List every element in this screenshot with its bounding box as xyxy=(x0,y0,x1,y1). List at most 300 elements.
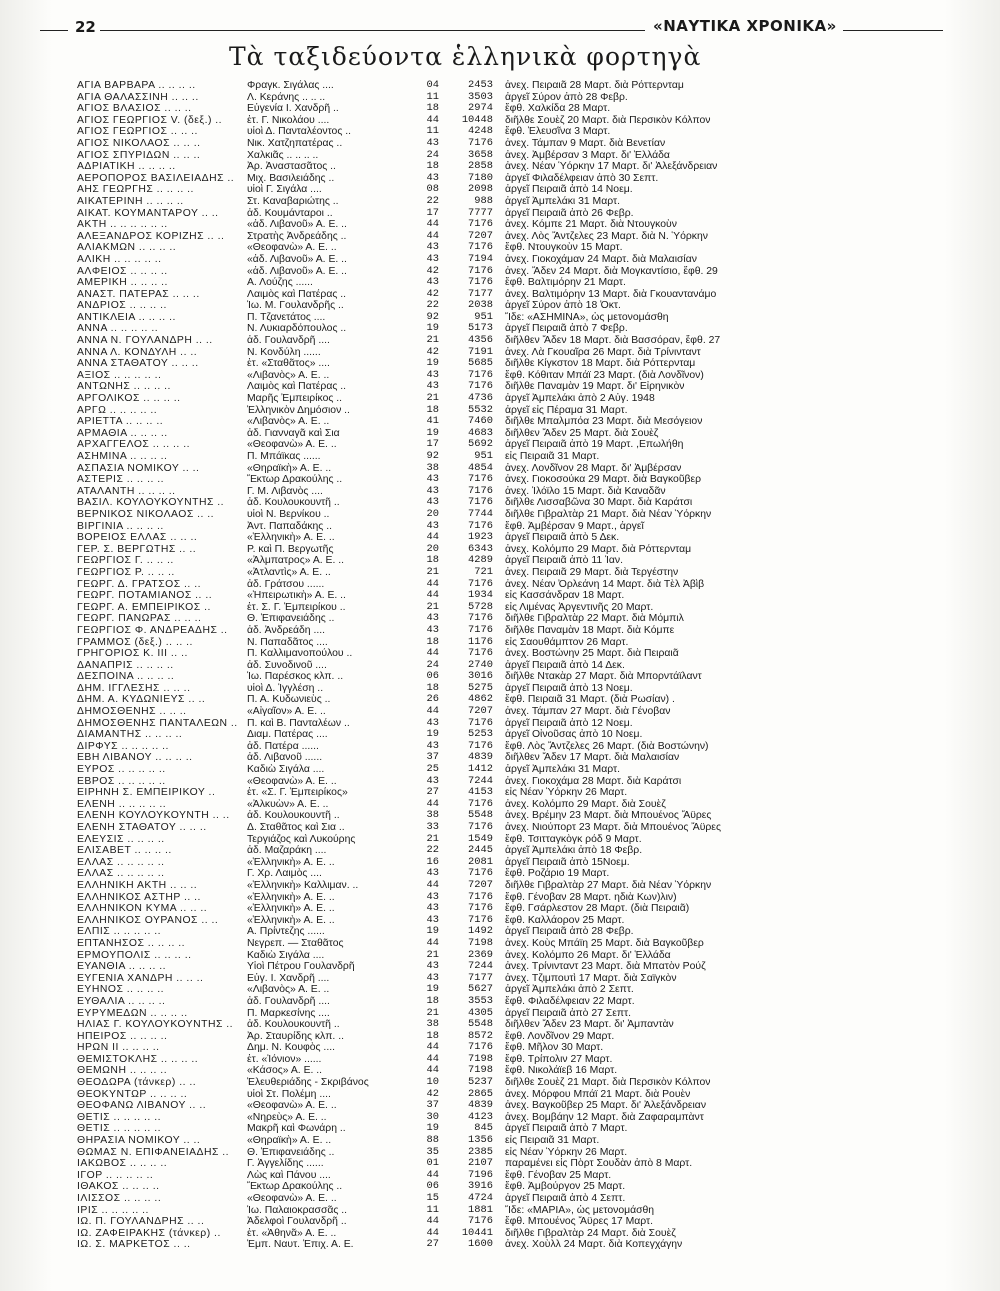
ship-tonnage: 7191 xyxy=(468,346,493,358)
ship-owner: Π. Καλλιμανοπούλου .. xyxy=(247,648,353,660)
ship-code: 43 xyxy=(426,485,439,497)
ship-row xyxy=(77,915,957,927)
ship-tonnage: 5237 xyxy=(468,1077,493,1089)
ship-code: 44 xyxy=(426,1216,439,1228)
ship-row xyxy=(77,984,957,996)
ship-status: ἀργεῖ Πειραιᾶ ἀπὸ 15Νοεμ. xyxy=(505,856,630,868)
ship-owner: ἑτ. «Σ. Γ. Ἐμπειρίκος» xyxy=(247,787,348,799)
ship-code: 18 xyxy=(426,555,439,567)
ship-code: 43 xyxy=(426,961,439,973)
ship-name: ΕΥΓΕΝΙΑ ΧΑΝΔΡΗ .. .. .. xyxy=(77,972,204,984)
ship-owner: Ν. Παπαδᾶτος .... xyxy=(247,636,328,648)
ship-status: εἰς Πειραιᾶ 31 Μαρτ. xyxy=(505,451,600,462)
ship-code: 43 xyxy=(426,474,439,486)
ship-status: ἀνεχ. Πειραιᾶ 28 Μαρτ. διὰ Ρόττερνταμ xyxy=(505,80,684,91)
ship-status: ἀργεῖ Ἀμπελάκι ἀπὸ 2 Αὐγ. 1948 xyxy=(505,393,655,405)
ship-tonnage: 4248 xyxy=(468,126,493,138)
ship-status: Ἴδε: «ΑΣΗΜΙΝΑ», ὡς μετονομάσθη xyxy=(505,311,669,323)
ship-owner: Π. Μαρκεσίνης .... xyxy=(247,1007,330,1019)
ship-code: 44 xyxy=(426,1227,439,1239)
ship-name: ΓΕΩΡΓΙΟΣ Φ. ΑΝΔΡΕΑΔΗΣ .. xyxy=(77,624,228,636)
ship-status: διῆλθε Ντακὰρ 27 Μαρτ. διὰ Μπορντάϊλαντ xyxy=(505,671,702,683)
ship-row xyxy=(77,1054,957,1066)
ship-owner: Μιχ. Βασιλειάδης .. xyxy=(247,172,335,184)
ship-code: 42 xyxy=(426,346,439,358)
ship-owner: ἀδ. Γουλανδρῆ .... xyxy=(247,335,330,347)
ship-owner: Α. Πρίντεζης ...... xyxy=(247,926,325,938)
ship-row xyxy=(77,1019,957,1031)
ship-tonnage: 7177 xyxy=(468,972,493,984)
ship-status: ἀνεχ. Ἀμβέρσαν 3 Μαρτ. δι' Ἑλλάδα xyxy=(505,149,670,161)
ship-status: παραμένει εἰς Πὸρτ Σουδὰν ἀπὸ 8 Μαρτ. xyxy=(505,1158,693,1170)
ship-name: ΑΡΜΑΘΙΑ .. .. .. .. xyxy=(77,427,168,439)
ship-code: 21 xyxy=(426,566,439,578)
ship-code: 24 xyxy=(426,149,439,161)
ship-name: ΙΛΙΣΣΟΣ .. .. .. .. xyxy=(77,1193,162,1204)
ship-status: ἀνεχ. Τάμπαν 9 Μαρτ. διὰ Βενετίαν xyxy=(505,137,666,149)
ship-name: ΙΩ. ΖΑΦΕΙΡΑΚΗΣ (τάνκερ) .. xyxy=(77,1227,221,1239)
ship-row xyxy=(77,416,957,428)
ship-tonnage: 5548 xyxy=(468,1019,493,1031)
ship-row xyxy=(77,80,957,92)
ship-row xyxy=(77,1031,957,1043)
ship-status: εἰς Κασσάνδραν 18 Μαρτ. xyxy=(505,590,625,602)
ship-name: ΑΝΤΩΝΗΣ .. .. .. .. xyxy=(77,381,171,393)
ship-code: 27 xyxy=(426,1239,439,1251)
ship-tonnage: 7176 xyxy=(468,219,493,231)
ship-row xyxy=(77,1216,957,1228)
ship-owner: Γ. Ἀγγελίδης ...... xyxy=(247,1158,324,1170)
ship-tonnage: 7176 xyxy=(468,914,493,926)
ship-code: 43 xyxy=(426,277,439,289)
ship-tonnage: 2385 xyxy=(468,1146,493,1158)
ship-owner: Φραγκ. Σιγάλας .... xyxy=(247,80,334,91)
ship-name: ΘΩΜΑΣ Ν. ΕΠΙΦΑΝΕΙΑΔΗΣ .. xyxy=(77,1146,230,1158)
ship-tonnage: 5532 xyxy=(468,404,493,416)
ship-row xyxy=(77,729,957,741)
ship-row xyxy=(77,1181,957,1193)
ship-code: 43 xyxy=(426,253,439,265)
ship-owner: Ἕκτωρ Δρακούλης .. xyxy=(247,1181,343,1193)
ship-tonnage: 5627 xyxy=(468,984,493,996)
ship-code: 44 xyxy=(426,219,439,231)
ship-status: ἀργεῖ Πειραιᾶ ἀπὸ 13 Νοεμ. xyxy=(505,682,633,694)
ship-status: ἔφθ. Λονδῖνον 29 Μαρτ. xyxy=(505,1030,615,1042)
ship-status: ἔφθ. Ἀμβέρσαν 9 Μαρτ., ἀργεῖ xyxy=(505,520,644,532)
ship-owner: «ἀδ. Λιβανοῦ» Α. Ε. .. xyxy=(247,253,347,265)
ship-code: 43 xyxy=(426,903,439,915)
ship-owner: Ρ. καὶ Π. Βεργωτῆς xyxy=(247,543,334,555)
ship-code: 21 xyxy=(426,335,439,347)
ship-code: 21 xyxy=(426,833,439,845)
ship-owner: Ἐλευθεριάδης - Σκριβάνος xyxy=(247,1077,369,1089)
ship-status: ἀνεχ. Νέαν Ὀρλεάνη 14 Μαρτ. διὰ Τὲλ Ἀβὶβ xyxy=(505,578,705,590)
ship-row xyxy=(77,868,957,880)
ship-owner: ἑτ. «Ἀθηνᾶ» Α. Ε. .. xyxy=(247,1227,337,1239)
ship-name: ΕΙΡΗΝΗ Σ. ΕΜΠΕΙΡΙΚΟΥ .. xyxy=(77,787,216,799)
ship-status: ἀνεχ. Τάμπαν 27 Μαρτ. διὰ Γένοβαν xyxy=(505,706,671,718)
ship-owner: Ἀρ. Σταυρίδης κλπ. .. xyxy=(247,1030,344,1042)
ship-code: 27 xyxy=(426,787,439,799)
ship-name: ΑΡΧΑΓΓΕΛΟΣ .. .. .. .. xyxy=(77,439,190,451)
ship-name: ΕΛΠΙΣ .. .. .. .. .. xyxy=(77,926,161,938)
ship-name: ΘΕΜΙΣΤΟΚΛΗΣ .. .. .. .. xyxy=(77,1053,199,1065)
ship-code: 44 xyxy=(426,578,439,590)
ship-row xyxy=(77,196,957,208)
ship-tonnage: 2453 xyxy=(468,80,493,91)
ship-status: διῆλθε Γιβραλτὰρ 27 Μαρτ. διὰ Νέαν Ὑόρκην xyxy=(505,879,712,891)
ship-row xyxy=(77,810,957,822)
ship-row xyxy=(77,1228,957,1240)
ship-owner: Νικ. Χατζηπατέρας .. xyxy=(247,137,343,149)
ship-owner: «Θεοφανὼ» Α. Ε. .. xyxy=(247,1100,337,1112)
ship-code: 44 xyxy=(426,590,439,602)
ship-name: ΑΓΙΟΣ ΝΙΚΟΛΑΟΣ .. .. .. xyxy=(77,137,201,149)
ship-code: 18 xyxy=(426,404,439,416)
ship-name: ΕΛΛΗΝΙΚΟΣ ΟΥΡΑΝΟΣ .. .. xyxy=(77,914,219,926)
ship-code: 17 xyxy=(426,439,439,451)
ship-tonnage: 1881 xyxy=(468,1204,493,1216)
ship-status: ἀργεῖ Πειραιᾶ ἀπὸ 11 Ἰαν. xyxy=(505,555,624,567)
ship-owner: Διαμ. Πατέρας .... xyxy=(247,729,328,741)
ship-row xyxy=(77,1112,957,1124)
ship-tonnage: 2098 xyxy=(468,184,493,196)
ship-row xyxy=(77,660,957,672)
page-title: Τὰ ταξιδεύοντα ἑλληνικὰ φορτηγὰ xyxy=(229,42,702,71)
ship-owner: Καδιὼ Σιγάλα .... xyxy=(247,764,325,776)
ship-code: 33 xyxy=(426,822,439,833)
ship-status: ἀνεχ. Κολόμπο 29 Μαρτ. διὰ Ρόττερνταμ xyxy=(505,543,692,555)
ship-status: ἔφθ. Καλλάορον 25 Μαρτ. xyxy=(505,914,625,926)
ship-status: ἔφθ. Μπουένος Ἄϋρες 17 Μαρτ. xyxy=(505,1216,653,1228)
ship-status: διῆλθεν Ἄδεν 18 Μαρτ. διὰ Βασσόραν, ἔφθ. 27 xyxy=(505,335,721,347)
ship-tonnage: 4305 xyxy=(468,1007,493,1019)
ship-code: 44 xyxy=(426,879,439,891)
ship-name: ΔΙΑΜΑΝΤΗΣ .. .. .. .. xyxy=(77,729,183,741)
ship-name: ΘΗΡΑΣΙΑ ΝΟΜΙΚΟΥ .. .. xyxy=(77,1135,201,1147)
ship-name: ΒΑΣΙΛ. ΚΟΥΛΟΥΚΟΥΝΤΗΣ .. xyxy=(77,497,225,509)
ship-tonnage: 8572 xyxy=(468,1030,493,1042)
ship-row xyxy=(77,521,957,533)
ship-tonnage: 7176 xyxy=(468,485,493,497)
ship-code: 43 xyxy=(426,369,439,381)
ship-row xyxy=(77,752,957,764)
ship-owner: Π. Μπάϊκας ...... xyxy=(247,451,321,462)
ship-owner: Στρατὴς Ἀνδρεάδης .. xyxy=(247,230,347,242)
ship-name: ΕΛΕΝΗ ΚΟΥΛΟΥΚΟΥΝΤΗ .. .. xyxy=(77,810,230,822)
ship-name: ΑΝΝΑ ΣΤΑΘΑΤΟΥ .. .. .. xyxy=(77,358,199,370)
ship-tonnage: 10448 xyxy=(461,114,493,126)
ship-owner: «Νηρεὺς» Α. Ε. .. xyxy=(247,1111,327,1123)
ship-code: 11 xyxy=(426,1204,439,1216)
ship-owner: ἑτ. Γ. Νικολάου .... xyxy=(247,114,330,126)
ship-name: ΓΕΩΡΓΙΟΣ Γ. .. .. .. xyxy=(77,555,174,567)
ship-row xyxy=(77,405,957,417)
ship-row xyxy=(77,335,957,347)
ship-owner: Ν. Λυκιαρδόπουλος .. xyxy=(247,323,347,335)
ship-code: 42 xyxy=(426,288,439,300)
ship-status: ἀργεῖ Πειραιᾶ ἀπὸ 14 Νοεμ. xyxy=(505,184,633,196)
ship-owner: Λ. Κεράνης .. .. .. xyxy=(247,91,326,103)
ship-code: 43 xyxy=(426,740,439,752)
ship-code: 22 xyxy=(426,300,439,312)
ship-status: εἰς Νέαν Ὑόρκην 26 Μαρτ. xyxy=(505,787,628,799)
ship-status: ἀνεχ. Κολόμπο 26 Μαρτ. δι' Ἑλλάδα xyxy=(505,949,671,961)
ship-tonnage: 5728 xyxy=(468,601,493,613)
ship-status: διῆλθε Σουὲζ 21 Μαρτ. διὰ Περσικὸν Κόλπον xyxy=(505,1077,711,1089)
ship-tonnage: 1412 xyxy=(468,764,493,776)
ship-name: ΑΣΠΑΣΙΑ ΝΟΜΙΚΟΥ .. .. xyxy=(77,462,200,474)
ship-name: ΕΒΡΟΣ .. .. .. .. .. xyxy=(77,775,166,787)
ship-tonnage: 2081 xyxy=(468,856,493,868)
ship-name: ΕΛΕΝΗ .. .. .. .. .. xyxy=(77,798,167,810)
ship-status: διῆλθεν Ἄδεν 17 Μαρτ. διὰ Μαλαισίαν xyxy=(505,752,680,764)
ship-status: ἀνεχ. Κόμπε 21 Μαρτ. διὰ Ντουγκοὺν xyxy=(505,219,677,231)
ship-code: 44 xyxy=(426,648,439,660)
ship-row xyxy=(77,926,957,938)
ship-tonnage: 1176 xyxy=(468,636,493,648)
ship-code: 18 xyxy=(426,995,439,1007)
ship-row xyxy=(77,161,957,173)
ship-row xyxy=(77,242,957,254)
ship-owner: Τεργιάζος καὶ Λυκούρης xyxy=(247,833,356,845)
ship-status: διῆλθε Μπαλμπόα 23 Μαρτ. διὰ Μεσόγειον xyxy=(505,416,703,428)
ship-name: ΑΜΕΡΙΚΗ .. .. .. .. xyxy=(77,277,168,289)
ship-owner: «Ἠπειρωτικὴ» Α. Ε. .. xyxy=(247,590,346,602)
ship-tonnage: 6343 xyxy=(468,543,493,555)
ship-row xyxy=(77,764,957,776)
ship-status: διῆλθε Σουὲζ 20 Μαρτ. διὰ Περσικὸν Κόλπον xyxy=(505,114,711,126)
ship-name: ΕΥΑΝΘΙΑ .. .. .. .. xyxy=(77,961,166,973)
ship-name: ΓΕΩΡΓ. Δ. ΓΡΑΤΣΟΣ .. .. xyxy=(77,578,201,590)
ship-tonnage: 2865 xyxy=(468,1088,493,1100)
ship-owner: «Ἑλληνικὴ» Α. Ε. .. xyxy=(247,903,335,915)
ship-status: ἔφθ. Λὸς Ἄντζελες 26 Μαρτ. (διὰ Βοστώνην) xyxy=(505,740,709,752)
ship-row xyxy=(77,903,957,915)
ship-row xyxy=(77,231,957,243)
ship-tonnage: 2740 xyxy=(468,659,493,671)
ship-row xyxy=(77,103,957,115)
ship-row xyxy=(77,1077,957,1089)
ship-row xyxy=(77,1100,957,1112)
ship-code: 44 xyxy=(426,1053,439,1065)
ship-owner: Ἰω. Παρέσκος κλπ. .. xyxy=(247,671,344,683)
ship-row xyxy=(77,648,957,660)
ship-name: ΑΙΚΑΤΕΡΙΝΗ .. .. .. .. xyxy=(77,195,184,207)
ship-tonnage: 4839 xyxy=(468,1100,493,1112)
ship-owner: Γ. Χρ. Λαιμὸς .... xyxy=(247,868,322,880)
ship-status: εἰς Νέαν Ὑόρκην 26 Μαρτ. xyxy=(505,1146,628,1158)
ship-status: ἀνεχ. Γιοκοσούκα 29 Μαρτ. διὰ Βαγκοῦβερ xyxy=(505,474,702,486)
ship-row xyxy=(77,799,957,811)
ship-name: ΔΕΣΠΟΙΝΑ .. .. .. .. xyxy=(77,671,175,683)
ship-tonnage: 2038 xyxy=(468,300,493,312)
ship-name: ΑΓΙΑ ΒΑΡΒΑΡΑ .. .. .. .. xyxy=(77,80,196,91)
ship-row xyxy=(77,300,957,312)
ship-name: ΑΓΙΟΣ ΣΠΥΡΙΔΩΝ .. .. .. xyxy=(77,149,201,161)
ship-status: εἰς Πειραιᾶ 31 Μαρτ. xyxy=(505,1135,600,1147)
ship-owner: ἑτ. «Ἰόνιον» ...... xyxy=(247,1053,322,1065)
ship-owner: Νεγρεπ. — Σταθᾶτος xyxy=(247,937,344,949)
ship-row xyxy=(77,150,957,162)
ship-row xyxy=(77,266,957,278)
ship-tonnage: 4153 xyxy=(468,787,493,799)
ship-tonnage: 7176 xyxy=(468,265,493,277)
ship-name: ΒΙΡΓΙΝΙΑ .. .. .. .. xyxy=(77,520,164,532)
ship-code: 06 xyxy=(426,671,439,683)
ship-code: 18 xyxy=(426,103,439,115)
ship-code: 44 xyxy=(426,230,439,242)
ship-owner: «Ἑλληνικὴ» Α. Ε. .. xyxy=(247,532,335,544)
ship-status: ἔφθ. Ντουγκοὺν 15 Μαρτ. xyxy=(505,242,623,254)
ship-row xyxy=(77,613,957,625)
ship-tonnage: 7194 xyxy=(468,253,493,265)
ship-tonnage: 7198 xyxy=(468,1053,493,1065)
ship-status: ἀνεχ. Τζιμπουτὶ 17 Μαρτ. διὰ Σαϊγκὸν xyxy=(505,972,677,984)
ship-owner: Ν. Κονδύλη ...... xyxy=(247,346,321,358)
ship-code: 20 xyxy=(426,508,439,520)
ship-tonnage: 2974 xyxy=(468,103,493,115)
ship-code: 08 xyxy=(426,184,439,196)
ship-tonnage: 7176 xyxy=(468,578,493,590)
ship-status: ἀργεῖ Ἀμπελάκι 31 Μαρτ. xyxy=(505,764,620,776)
ship-row xyxy=(77,1065,957,1077)
ship-name: ΑΝΤΙΚΛΕΙΑ .. .. .. .. xyxy=(77,311,176,323)
ship-status: ἀργεῖ Ἀμπελάκι 31 Μαρτ. xyxy=(505,195,620,207)
ship-owner: Εὐγ. Ι. Χανδρῆ .... xyxy=(247,972,330,984)
ship-tonnage: 7176 xyxy=(468,868,493,880)
ship-code: 21 xyxy=(426,393,439,405)
ship-tonnage: 7176 xyxy=(468,1042,493,1054)
ship-tonnage: 1934 xyxy=(468,590,493,602)
ship-tonnage: 7176 xyxy=(468,381,493,393)
ship-status: ἔφθ. Ἀμβούργον 25 Μαρτ. xyxy=(505,1181,626,1193)
ship-code: 92 xyxy=(426,311,439,323)
ship-name: ΕΛΛΑΣ .. .. .. .. .. xyxy=(77,868,165,880)
ship-name: ΕΡΜΟΥΠΟΛΙΣ .. .. .. .. xyxy=(77,949,192,961)
ship-name: ΙΩ. Σ. ΜΑΡΚΕΤΟΣ .. .. xyxy=(77,1239,191,1251)
ship-row xyxy=(77,996,957,1008)
ship-owner: Ἰω. Μ. Γουλανδρῆς .. xyxy=(247,300,344,312)
ship-row xyxy=(77,173,957,185)
ship-row xyxy=(77,1193,957,1205)
ship-owner: ἀδ. Γουλανδρῆ .... xyxy=(247,995,330,1007)
ship-name: ΑΝΔΡΙΟΣ .. .. .. .. xyxy=(77,300,167,312)
ship-code: 21 xyxy=(426,949,439,961)
ship-owner: Ἕκτωρ Δρακούλης .. xyxy=(247,474,343,486)
ship-name: ΑΕΡΟΠΟΡΟΣ ΒΑΣΙΛΕΙΑΔΗΣ .. xyxy=(77,172,235,184)
ship-tonnage: 7207 xyxy=(468,230,493,242)
ship-code: 01 xyxy=(426,1158,439,1170)
ship-code: 43 xyxy=(426,172,439,184)
ship-status: ἀργεῖ Πειραιᾶ ἀπὸ 27 Σεπτ. xyxy=(505,1007,632,1019)
ship-status: διῆλθε Παναμὰν 18 Μαρτ. διὰ Κόμπε xyxy=(505,624,675,636)
ship-owner: Ἀρ. Ἀναστασᾶτος .. xyxy=(247,161,336,173)
ship-owner: Μακρῆ καὶ Φωνάρη .. xyxy=(247,1123,346,1135)
ship-row xyxy=(77,845,957,857)
ship-owner: ἀδ. Γιανναγᾶ καὶ Σια xyxy=(247,427,340,439)
ship-row xyxy=(77,741,957,753)
ship-owner: ἑτ. «Σταθᾶτος» .... xyxy=(247,358,330,370)
ship-owner: Λὼς καὶ Πάνου .... xyxy=(247,1169,331,1181)
ship-status: Ἴδε: «ΜΑΡΙΑ», ὡς μετονομάσθη xyxy=(505,1204,655,1216)
ship-status: ἀνεχ. Λὸς Ἄντζελες 23 Μαρτ. διὰ Ν. Ὑόρκην xyxy=(505,230,708,242)
ship-name: ΙΓΟΡ .. .. .. .. .. xyxy=(77,1169,154,1181)
ship-name: ΕΥΘΑΛΙΑ .. .. .. .. xyxy=(77,995,166,1007)
header-rule-middle xyxy=(100,30,645,31)
ship-row xyxy=(77,1170,957,1182)
ship-code: 43 xyxy=(426,972,439,984)
ship-owner: ἀδ. Κουλουκουντῆ .. xyxy=(247,497,340,509)
ship-status: ἔφθ. Πειραιᾶ 31 Μαρτ. (διὰ Ρωσίαν) . xyxy=(505,694,675,706)
ship-code: 38 xyxy=(426,810,439,822)
ship-status: ἀργεῖ Οἰνοῦσας ἀπὸ 10 Νοεμ. xyxy=(505,729,643,741)
ship-name: ΑΣΤΕΡΙΣ .. .. .. .. xyxy=(77,474,165,486)
ship-status: ἀνεχ. Γιοκοχάμα 28 Μαρτ. διὰ Καράτσι xyxy=(505,775,682,787)
ship-tonnage: 7176 xyxy=(468,891,493,903)
ship-owner: Θ. Ἐπιφανειάδης .. xyxy=(247,1146,335,1158)
ship-tonnage: 7198 xyxy=(468,1065,493,1077)
ship-tonnage: 7177 xyxy=(468,288,493,300)
ship-status: ἀνεχ. Πειραιᾶ 29 Μαρτ. διὰ Τεργέστην xyxy=(505,566,679,578)
ship-tonnage: 3553 xyxy=(468,995,493,1007)
ship-owner: ἀδ. Λιβανοῦ ...... xyxy=(247,752,323,764)
ship-code: 44 xyxy=(426,706,439,718)
ship-status: ἀνεχ. Ἰλόϊλο 15 Μαρτ. διὰ Καναδᾶν xyxy=(505,485,666,497)
ship-name: ΑΡΓΩ .. .. .. .. .. xyxy=(77,404,158,416)
ship-owner: ἀδ. Συνοδινοῦ .... xyxy=(247,659,327,671)
ship-tonnage: 951 xyxy=(474,311,493,323)
ship-status: ἀργεῖ Πειραιᾶ ἀπὸ 26 Φεβρ. xyxy=(505,207,634,219)
ship-tonnage: 5685 xyxy=(468,358,493,370)
ship-code: 37 xyxy=(426,1100,439,1112)
ship-name: ΑΛΙΚΗ .. .. .. .. .. xyxy=(77,253,162,265)
ship-name: ΕΥΡΥΜΕΔΩΝ .. .. .. .. xyxy=(77,1007,188,1019)
ship-tonnage: 4289 xyxy=(468,555,493,567)
ship-owner: Χαλκιᾶς .. .. .. .. xyxy=(247,149,319,161)
ship-owner: «Θηραϊκὴ» Α. Ε. .. xyxy=(247,462,332,474)
ship-code: 44 xyxy=(426,532,439,544)
ship-name: ΘΕΤΙΣ .. .. .. .. .. xyxy=(77,1123,161,1135)
ship-owner: Π. Α. Κυδωνιεὺς .. xyxy=(247,694,331,706)
ship-owner: ἀδ. Κουμάνταροι .. xyxy=(247,207,333,219)
ship-code: 43 xyxy=(426,868,439,880)
ship-name: ΗΡΩΝ ΙΙ .. .. .. .. xyxy=(77,1042,160,1054)
ship-owner: Ἀδελφοὶ Γουλανδρῆ .. xyxy=(247,1216,347,1228)
ship-name: ΓΕΩΡΓ. ΠΟΤΑΜΙΑΝΟΣ .. .. xyxy=(77,590,213,602)
ship-name: ΑΝΑΣΤ. ΠΑΤΕΡΑΣ .. .. .. xyxy=(77,288,200,300)
ship-tonnage: 845 xyxy=(474,1123,493,1135)
ship-owner: «Ἑλληνικὴ» Α. Ε. .. xyxy=(247,856,335,868)
ship-name: ΒΕΡΝΙΚΟΣ ΝΙΚΟΛΑΟΣ .. .. xyxy=(77,508,215,520)
ship-owner: «Ἀλκυὼν» Α. Ε. .. xyxy=(247,798,329,810)
ship-name: ΕΠΤΑΝΗΣΟΣ .. .. .. .. xyxy=(77,937,186,949)
ship-status: ἔφθ. Κόθιταν Μπάϊ 23 Μαρτ. (διὰ Λονδῖνον) xyxy=(505,369,704,381)
ship-status: ἀνεχ. Τρίνινταντ 23 Μαρτ. διὰ Μπατὸν Ρούζ xyxy=(505,961,706,973)
ship-status: ἀργεῖ Φιλαδέλφειαν ἀπὸ 30 Σεπτ. xyxy=(505,172,659,184)
ship-code: 19 xyxy=(426,323,439,335)
ship-tonnage: 5173 xyxy=(468,323,493,335)
ship-row xyxy=(77,1158,957,1170)
ship-name: ΑΚΤΗ .. .. .. .. .. .. xyxy=(77,219,168,231)
ship-name: ΑΛΕΞΑΝΔΡΟΣ ΚΟΡΙΖΗΣ .. .. xyxy=(77,230,225,242)
ship-tonnage: 7176 xyxy=(468,242,493,254)
ship-code: 44 xyxy=(426,937,439,949)
ship-status: ἀνεχ. Κολόμπο 29 Μαρτ. διὰ Σουὲζ xyxy=(505,798,666,810)
ship-code: 44 xyxy=(426,798,439,810)
ship-tonnage: 7777 xyxy=(468,207,493,219)
ship-name: ΑΤΑΛΑΝΤΗ .. .. .. .. xyxy=(77,485,176,497)
